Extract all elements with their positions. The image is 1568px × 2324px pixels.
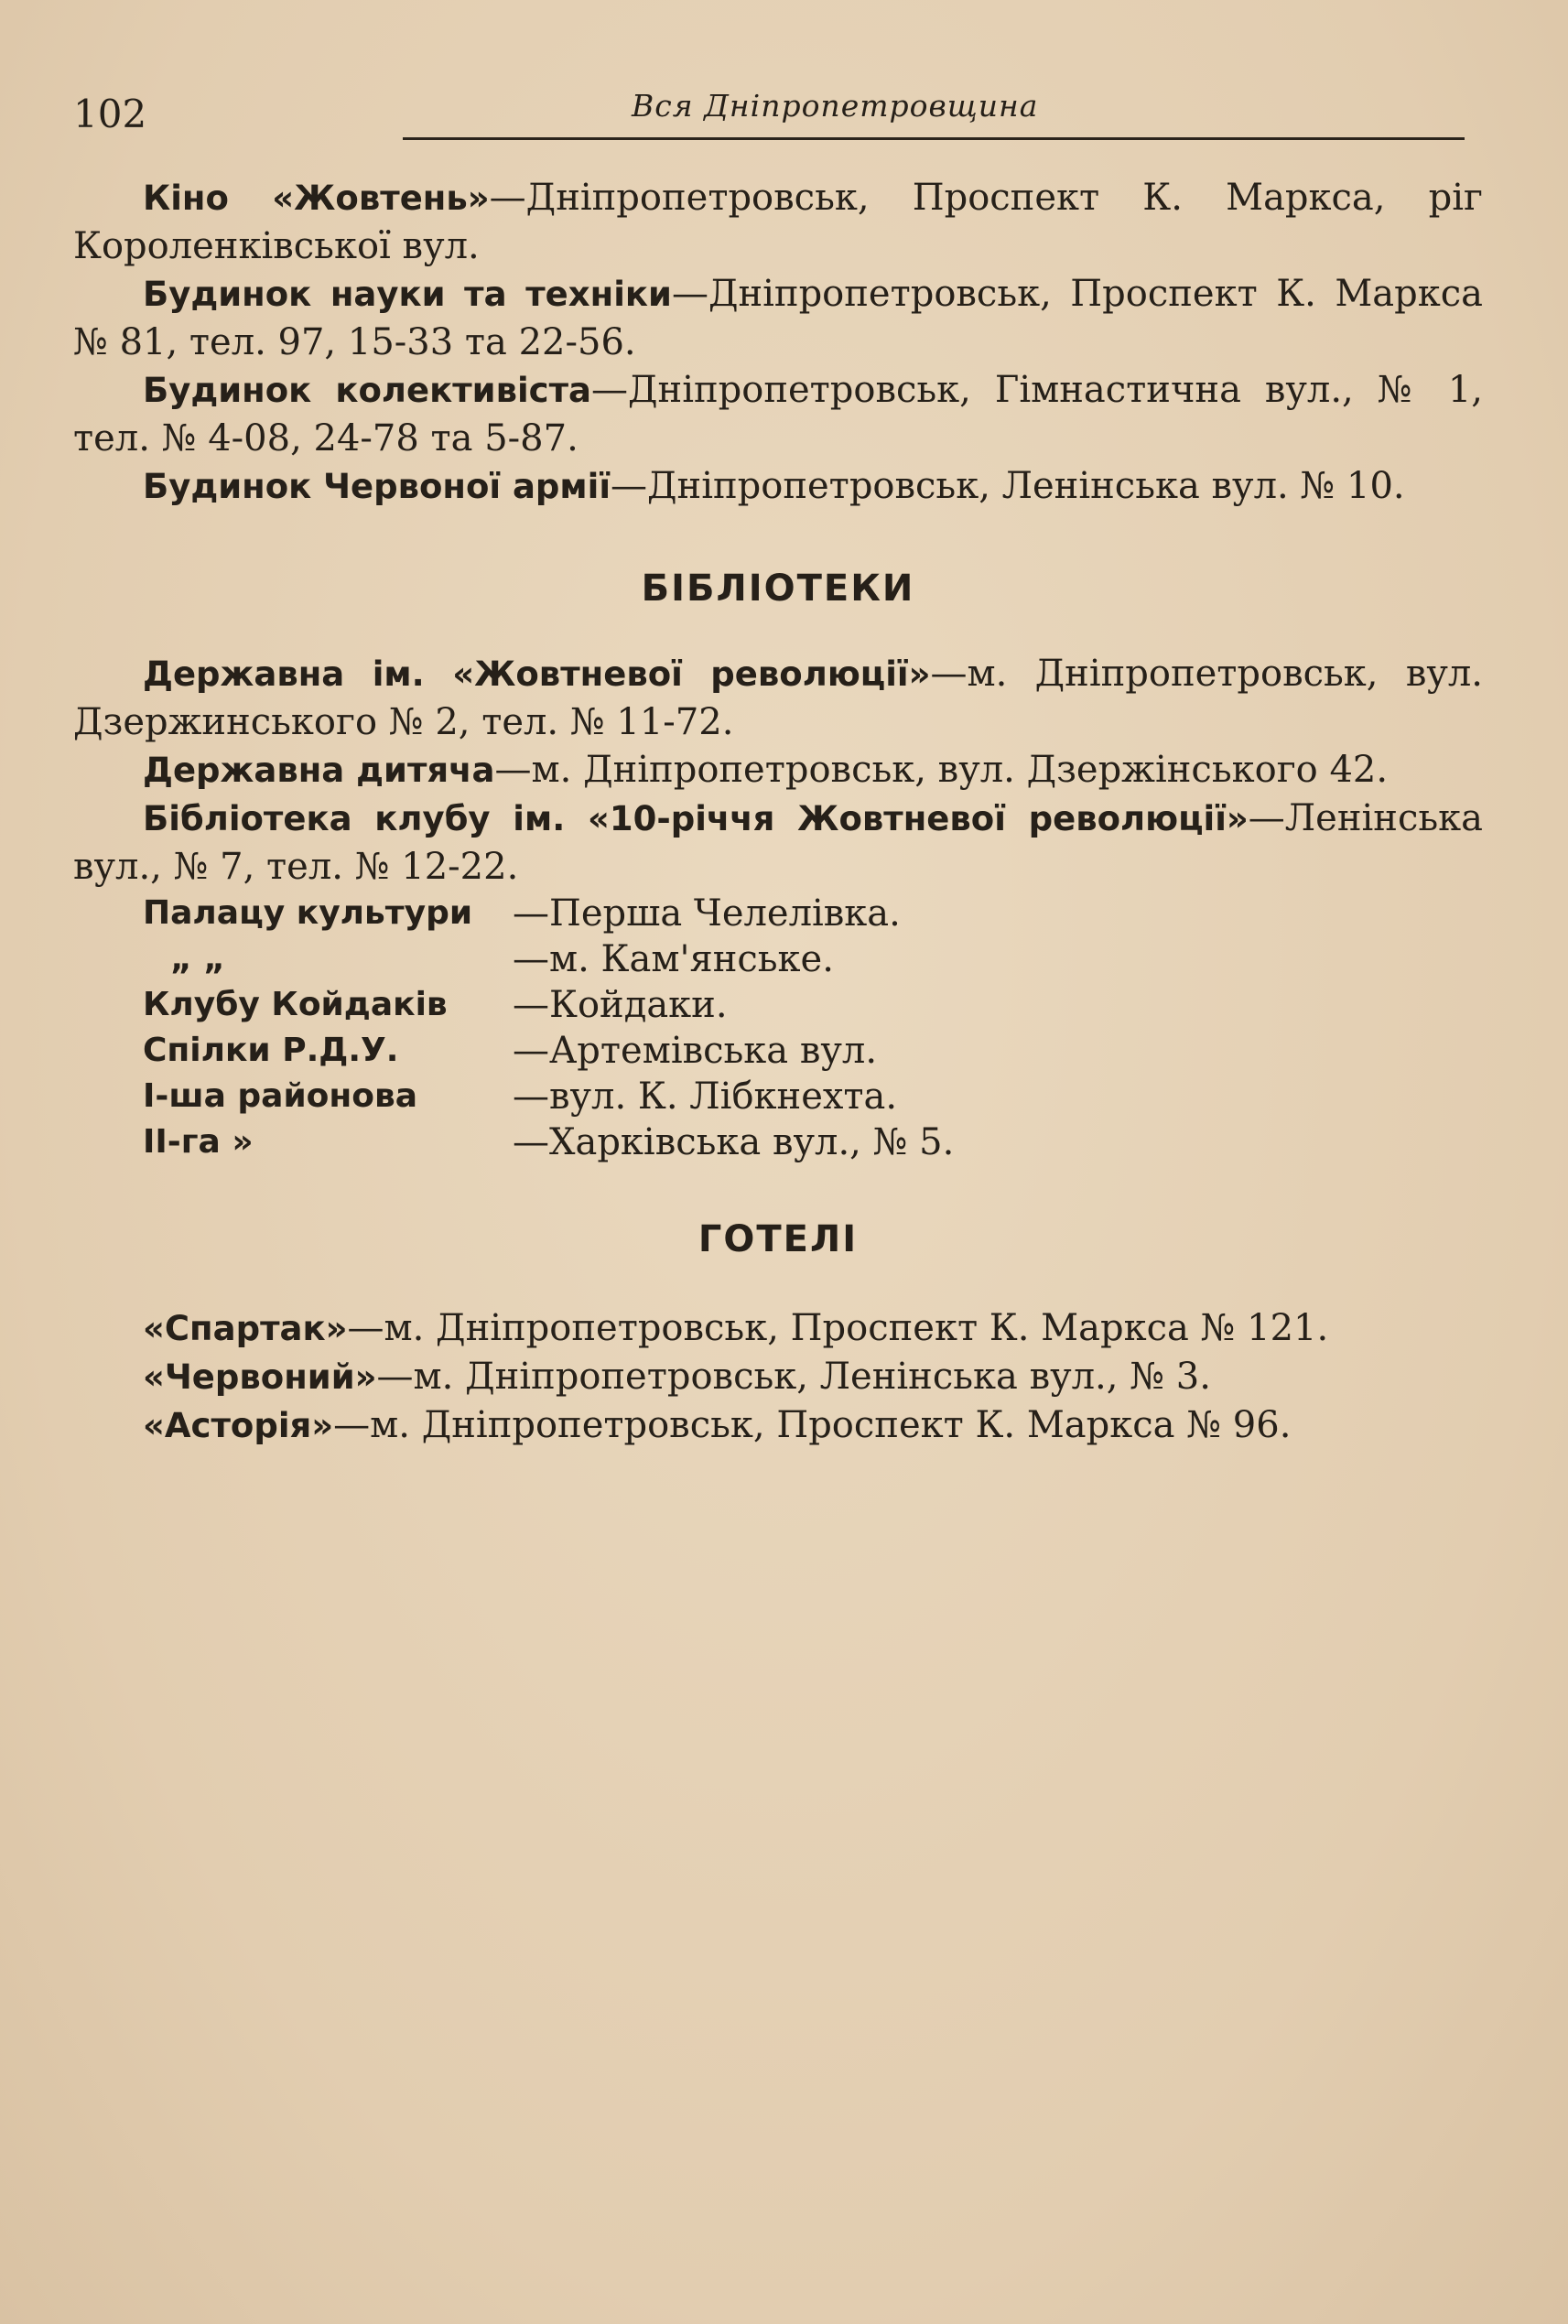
table-row: Палацу культури —Перша Челелівка. (143, 892, 901, 935)
list-item: Державна дитяча—м. Дніпропетровськ, вул. Дзержінського 42. (143, 749, 1389, 791)
page-number: 102 (73, 92, 147, 136)
table-row: Клубу Койдаків —Койдаки. (143, 984, 728, 1026)
libraries-section (73, 650, 1483, 1165)
list-item: Державна ім. «Жовтневої революції»—м. Дніпропетровськ, вул. Дзержинського № 2, тел. № 11-72. (73, 653, 1484, 743)
hotels-section (73, 1304, 1483, 1450)
table-row: Спілки Р.Д.У. —Артемівська вул. (143, 1030, 878, 1072)
list-item: «Червоний»—м. Дніпропетровськ, Ленінська вул., № 3. (143, 1356, 1211, 1398)
list-item: Кіно «Жовтень»—Дніпропетровськ, Проспект К. Маркса, ріг Короленківської вул. (73, 177, 1483, 267)
list-item: Будинок науки та техніки—Дніпропетровськ, Проспект К. Маркса № 81, тел. 97, 15-33 та 22-56. (73, 273, 1483, 363)
table-row: І-ша районова —вул. К. Лібкнехта. (143, 1076, 898, 1118)
list-item: Будинок колективіста—Дніпропетровськ, Гімнастична вул., № 1, тел. № 4-08, 24-78 та 5-87. (73, 369, 1483, 459)
running-title: Вся Дніпропетровщина (632, 88, 1039, 124)
section-heading-libraries: БІБЛІОТЕКИ (641, 567, 915, 610)
header-rule (403, 137, 1465, 140)
section-heading-hotels: ГОТЕЛІ (697, 1218, 859, 1260)
list-item: «Асторія»—м. Дніпропетровськ, Проспект К. Маркса № 96. (143, 1404, 1292, 1446)
list-item: Будинок Червоної армії—Дніпропетровськ, Ленінська вул. № 10. (143, 465, 1405, 507)
list-item: Бібліотека клубу ім. «10-річчя Жовтневої революції»—Ленінська вул., № 7, тел. № 12-22. (73, 797, 1483, 888)
page-header (73, 84, 1483, 143)
table-row: „ „ —м. Кам'янське. (170, 938, 834, 980)
page-content (73, 174, 1483, 1450)
cultural-section (73, 174, 1483, 511)
list-item: «Спартак»—м. Дніпропетровськ, Проспект К. Маркса № 121. (143, 1307, 1329, 1349)
table-row: ІІ-га » —Харківська вул., № 5. (143, 1121, 955, 1163)
